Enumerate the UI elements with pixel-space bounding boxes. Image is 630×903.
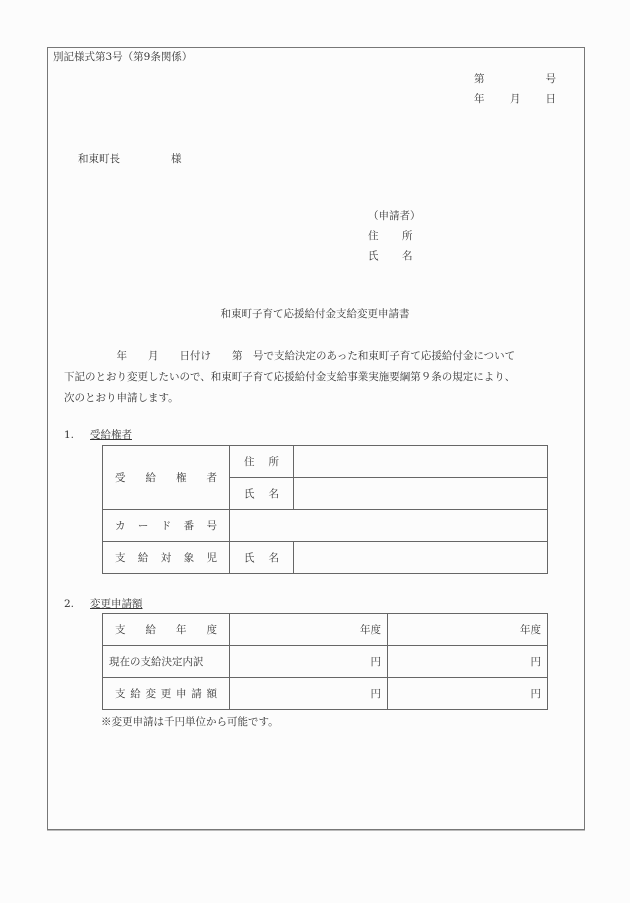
label-char: 住 bbox=[368, 230, 379, 242]
label-char: 支 bbox=[115, 552, 126, 564]
child-name-field[interactable] bbox=[294, 542, 548, 574]
label-char: 象 bbox=[183, 552, 195, 564]
addressee-name: 和東町長 bbox=[78, 153, 120, 165]
section-number: 2. bbox=[64, 598, 75, 610]
address-field[interactable] bbox=[294, 446, 548, 478]
label-char: 住 bbox=[244, 456, 255, 468]
section2-heading bbox=[64, 596, 143, 611]
label-char: 所 bbox=[402, 230, 413, 242]
section-number: 1. bbox=[64, 429, 75, 441]
label-char: 申 bbox=[176, 688, 187, 700]
label-char: 給 bbox=[145, 624, 156, 636]
card-number-label bbox=[103, 510, 230, 542]
label-char: ド bbox=[160, 520, 172, 532]
table-row bbox=[103, 646, 548, 678]
date-day: 日 bbox=[545, 93, 556, 105]
label-char: 番 bbox=[183, 520, 195, 532]
child-label bbox=[103, 542, 230, 574]
label-char: 氏 bbox=[368, 250, 379, 262]
label-char: 請 bbox=[191, 688, 202, 700]
section-title: 受給権者 bbox=[90, 429, 132, 441]
label-char: 受 bbox=[115, 472, 126, 484]
number-prefix: 第 bbox=[474, 73, 485, 85]
body-text bbox=[64, 346, 554, 409]
label-char: 氏 bbox=[244, 488, 255, 500]
row-label bbox=[103, 614, 230, 646]
number-suffix: 号 bbox=[545, 73, 556, 85]
label-char: 所 bbox=[268, 456, 279, 468]
applicant-address-label bbox=[368, 226, 418, 246]
body-line: 次のとおり申請します。 bbox=[64, 392, 179, 404]
label-char: 号 bbox=[206, 520, 217, 532]
label-char: 対 bbox=[160, 552, 172, 564]
label-char: 児 bbox=[206, 552, 217, 564]
addressee-honorific: 様 bbox=[171, 153, 182, 165]
label-char: 権 bbox=[176, 472, 187, 484]
label-char: 現在の支給決定内訳 bbox=[109, 656, 204, 668]
addressee bbox=[78, 151, 182, 166]
amount-field-col2[interactable]: 円 bbox=[388, 646, 548, 678]
name-field[interactable] bbox=[294, 478, 548, 510]
label-char: 給 bbox=[145, 472, 156, 484]
date-month: 月 bbox=[510, 93, 521, 105]
form-id: 別記様式第3号（第9条関係） bbox=[53, 51, 193, 63]
body-line: 下記のとおり変更したいので、和東町子育て応援給付金支給事業実施要綱第９条の規定により、 bbox=[64, 371, 516, 383]
applicant-label: （申請者） bbox=[368, 210, 421, 222]
label-char: 額 bbox=[206, 688, 217, 700]
label-char: 更 bbox=[160, 688, 172, 700]
label-char: 変 bbox=[145, 688, 156, 700]
change-amount-table bbox=[102, 613, 548, 710]
label-char: 支 bbox=[115, 688, 126, 700]
recipient-label bbox=[103, 446, 230, 510]
name-label bbox=[230, 478, 294, 510]
label-char: 給 bbox=[137, 552, 149, 564]
label-char: 名 bbox=[268, 488, 279, 500]
applicant-name-label bbox=[368, 246, 418, 266]
label-char: 支 bbox=[115, 624, 126, 636]
row-label bbox=[103, 678, 230, 710]
label-char: 者 bbox=[206, 472, 217, 484]
amount-field-col1[interactable]: 年度 bbox=[230, 614, 388, 646]
recipient-table bbox=[102, 445, 548, 574]
table-row bbox=[103, 614, 548, 646]
address-label bbox=[230, 446, 294, 478]
amount-field-col1[interactable]: 円 bbox=[230, 646, 388, 678]
date-year: 年 bbox=[474, 93, 485, 105]
label-char: 度 bbox=[206, 624, 217, 636]
amount-field-col1[interactable]: 円 bbox=[230, 678, 388, 710]
label-char: 給 bbox=[130, 688, 141, 700]
body-line: 年 月 日付け 第 号で支給決定のあった和東町子育て応援給付金について bbox=[64, 350, 516, 362]
label-char: 名 bbox=[268, 552, 279, 564]
card-number-field[interactable] bbox=[230, 510, 548, 542]
applicant-block bbox=[368, 206, 421, 266]
section-title: 変更申請額 bbox=[90, 598, 143, 610]
note: ※変更申請は千円単位から可能です。 bbox=[101, 716, 279, 728]
amount-field-col2[interactable]: 円 bbox=[388, 678, 548, 710]
label-char: 名 bbox=[402, 250, 413, 262]
label-char: 年 bbox=[176, 624, 187, 636]
table-row bbox=[103, 678, 548, 710]
label-char: ー bbox=[137, 520, 149, 532]
label-char: 氏 bbox=[244, 552, 255, 564]
section1-heading bbox=[64, 427, 132, 442]
row-label bbox=[103, 646, 230, 678]
amount-field-col2[interactable]: 年度 bbox=[388, 614, 548, 646]
document-title: 和東町子育て応援給付金支給変更申請書 bbox=[220, 308, 410, 320]
label-char: カ bbox=[115, 520, 126, 532]
child-name-label bbox=[230, 542, 294, 574]
